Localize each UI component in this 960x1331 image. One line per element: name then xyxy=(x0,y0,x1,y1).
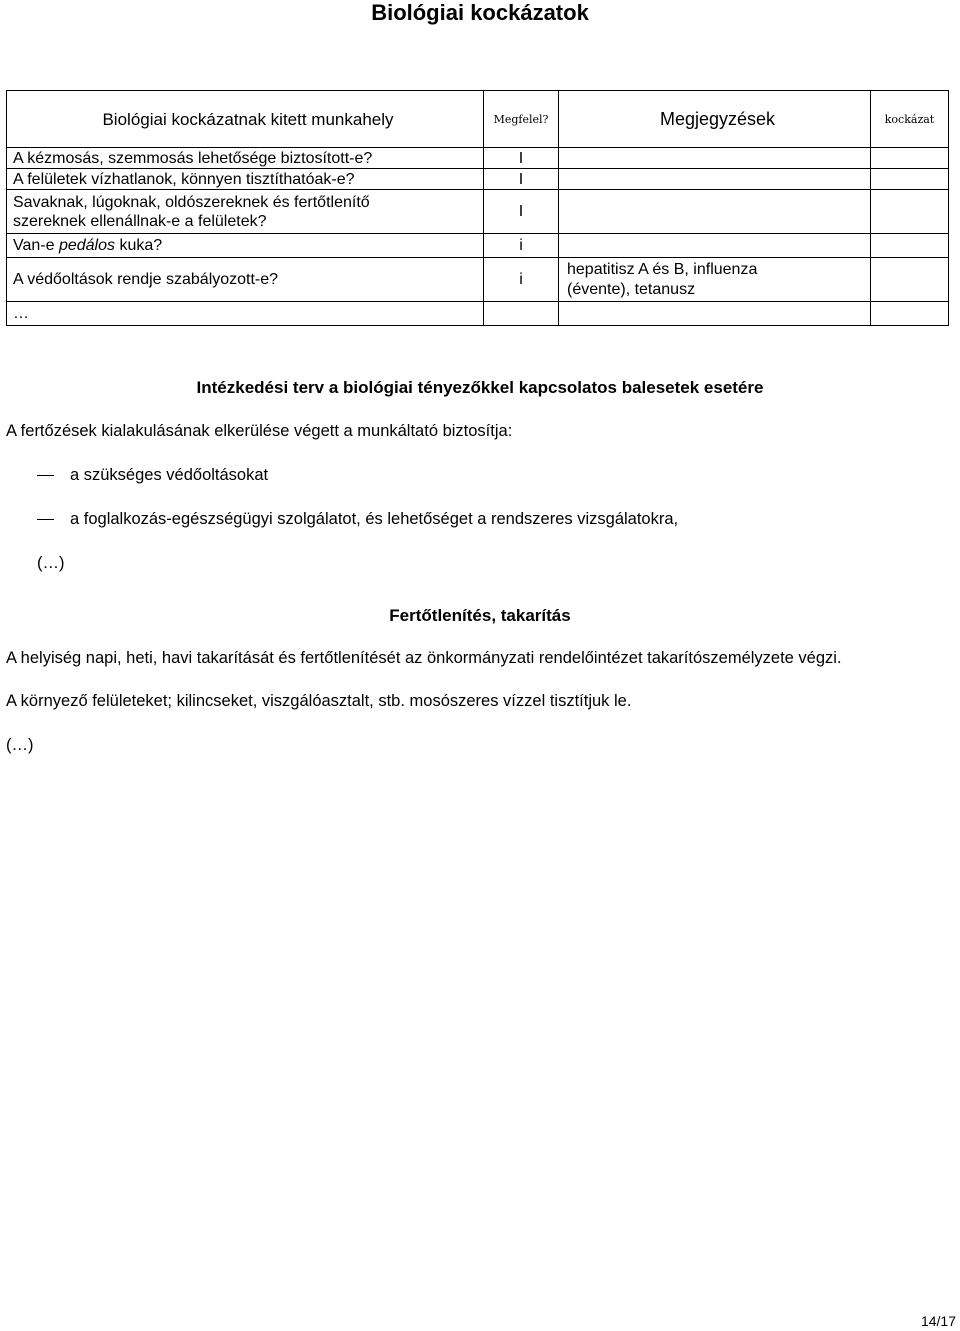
bullet-text: a szükséges védőoltásokat xyxy=(70,466,269,484)
row-ok: I xyxy=(484,169,559,190)
row-note-line2: (évente), tetanusz xyxy=(567,280,696,298)
row-question-prefix: Van-e xyxy=(13,237,59,254)
row-question: A védőoltások rendje szabályozott-e? xyxy=(7,258,484,302)
dash-icon xyxy=(37,519,54,520)
row-ok xyxy=(484,302,559,326)
page-number: 14/17 xyxy=(920,1313,956,1329)
table-header-row xyxy=(7,91,949,148)
row-risk xyxy=(871,234,949,258)
row-risk xyxy=(871,258,949,302)
row-risk xyxy=(871,148,949,169)
row-note xyxy=(559,148,871,169)
header-workplace: Biológiai kockázatnak kitett munkahely xyxy=(7,91,484,148)
table-row xyxy=(7,234,949,258)
table-row xyxy=(7,190,949,234)
paragraph-intro: A fertőzések kialakulásának elkerülése végett a munkáltató biztosítja: xyxy=(6,422,513,440)
paragraph-cleaning-2: A környező felületeket; kilincseket, viszgálóasztalt, stb. mosószeres vízzel tisztítjuk le. xyxy=(6,692,632,710)
row-ok: i xyxy=(484,234,559,258)
table-row xyxy=(7,148,949,169)
row-risk xyxy=(871,190,949,234)
bullet-item xyxy=(37,510,678,529)
row-note xyxy=(559,302,871,326)
section-heading-action-plan: Intézkedési terv a biológiai tényezőkkel kapcsolatos balesetek esetére xyxy=(196,378,764,397)
ellipsis: (…) xyxy=(37,554,65,572)
section-heading-cleaning: Fertőtlenítés, takarítás xyxy=(389,606,571,625)
table-row xyxy=(7,258,949,302)
row-question: A kézmosás, szemmosás lehetősége biztosított-e? xyxy=(7,148,484,169)
row-question xyxy=(7,190,484,234)
row-ok: i xyxy=(484,258,559,302)
page-title: Biológiai kockázatok xyxy=(371,0,589,25)
row-note xyxy=(559,234,871,258)
row-question: A felületek vízhatlanok, könnyen tisztíthatóak-e? xyxy=(7,169,484,190)
ellipsis: (…) xyxy=(6,736,34,754)
row-question: … xyxy=(7,302,484,326)
dash-icon xyxy=(37,475,54,476)
risk-table xyxy=(6,90,949,326)
row-question-italic: pedálos xyxy=(58,237,115,254)
header-risk: kockázat xyxy=(871,91,949,148)
row-ok: I xyxy=(484,190,559,234)
row-question xyxy=(7,234,484,258)
header-ok: Megfelel? xyxy=(484,91,559,148)
row-risk xyxy=(871,302,949,326)
row-question-line2: szereknek ellenállnak-e a felületek? xyxy=(13,212,267,230)
table-row xyxy=(7,302,949,326)
row-note-line1: hepatitisz A és B, influenza xyxy=(567,260,758,278)
row-note xyxy=(559,190,871,234)
bullet-item xyxy=(37,466,268,485)
paragraph-cleaning-1: A helyiség napi, heti, havi takarítását és fertőtlenítését az önkormányzati rendelőintézet takarítószemélyzete végzi. xyxy=(6,649,842,667)
row-question-line1: Savaknak, lúgoknak, oldószereknek és fertőtlenítő xyxy=(13,193,370,211)
table-row xyxy=(7,169,949,190)
row-question-suffix: kuka? xyxy=(115,237,163,254)
bullet-text: a foglalkozás-egészségügyi szolgálatot, és lehetőséget a rendszeres vizsgálatokra, xyxy=(70,510,679,528)
row-risk xyxy=(871,169,949,190)
row-note xyxy=(559,258,871,302)
header-notes: Megjegyzések xyxy=(559,91,871,148)
row-note xyxy=(559,169,871,190)
row-ok: I xyxy=(484,148,559,169)
